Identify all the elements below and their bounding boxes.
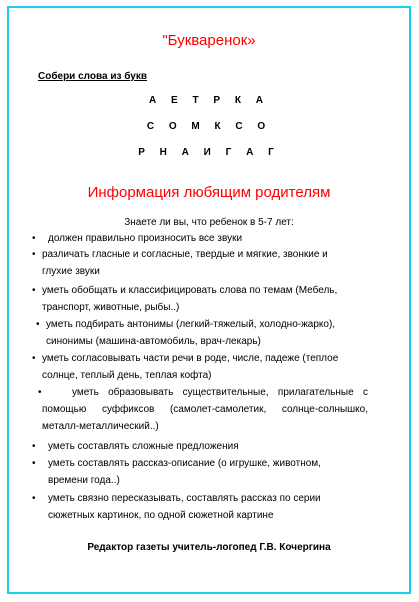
bullet-icon: • (38, 387, 42, 398)
editor-signature: Редактор газеты учитель-логопед Г.В. Кочергина (87, 542, 331, 553)
list-item: уметь связно пересказывать, составлять рассказ по серии сюжетных картинок, по одной сюжетной картине (48, 493, 321, 521)
bullet-icon: • (36, 319, 40, 330)
list-item: различать гласные и согласные, твердые и мягкие, звонкие и глухие звуки (42, 249, 328, 277)
list-item: уметь обобщать и классифицировать слова по темам (Мебель, транспорт, животные, рыбы..) (42, 285, 338, 313)
list-item: уметь согласовывать части речи в роде, числе, падеже (теплое солнце, теплый день, теплая кофта) (42, 353, 339, 381)
task-heading: Собери слова из букв (38, 71, 148, 82)
list-item: должен правильно произносить все звуки (48, 233, 243, 244)
newspaper-title: "Букваренок» (162, 32, 256, 49)
bullet-icon: • (32, 441, 36, 452)
letter-row-2: С О М К С О (146, 121, 272, 132)
bullet-icon: • (32, 493, 36, 504)
intro-text: Знаете ли вы, что ребенок в 5-7 лет: (124, 217, 294, 228)
page-frame (7, 6, 411, 594)
bullet-icon: • (32, 249, 36, 260)
list-item: уметь подбирать антонимы (легкий-тяжелый, холодно-жарко), синонимы (машина-автомобиль, врач-лекарь) (46, 319, 336, 347)
list-item: уметь образовывать существительные, прилагательные с помощью суффиксов (самолет-самолетик, солнце-солнышко, металл-металлический..) (42, 387, 368, 432)
list-item: уметь составлять рассказ-описание (о игрушке, животном, времени года..) (48, 458, 321, 486)
letter-row-3: Р Н А И Г А Г (138, 147, 280, 158)
bullet-icon: • (32, 458, 36, 469)
list-item: уметь составлять сложные предложения (48, 441, 239, 452)
bullet-icon: • (32, 233, 36, 244)
bullet-icon: • (32, 285, 36, 296)
bullet-icon: • (32, 353, 36, 364)
letter-row-1: А Е Т Р К А (149, 95, 269, 106)
info-title: Информация любящим родителям (87, 184, 331, 201)
